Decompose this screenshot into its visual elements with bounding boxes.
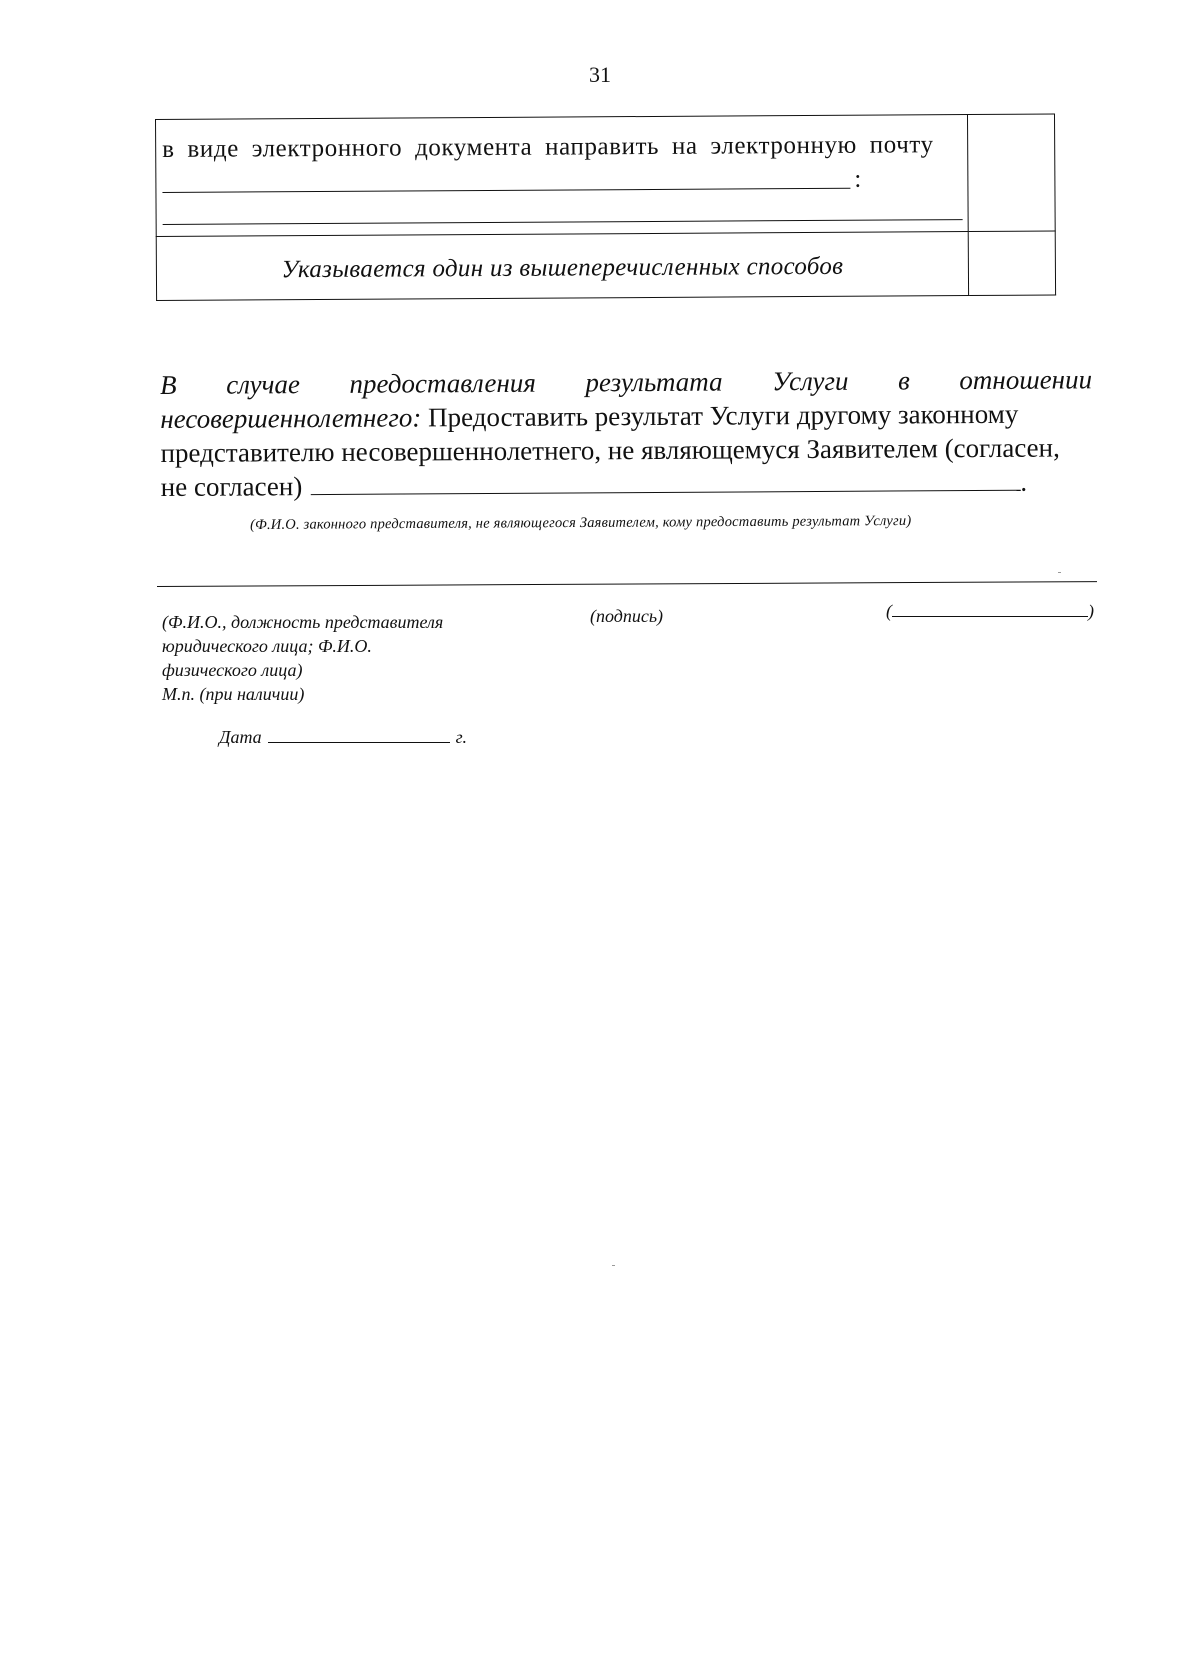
paragraph-line-4: [161, 464, 1093, 504]
email-option-text: в виде электронного документа направить на электронную почту: [162, 131, 934, 163]
signature-decoding-field[interactable]: [892, 598, 1088, 617]
email-option-cell: [156, 115, 969, 237]
page-number: 31: [589, 62, 611, 87]
intro-word: отношении: [959, 364, 1093, 396]
signature-decoding: [886, 598, 1094, 622]
intro-end: несовершеннолетнего:: [160, 402, 422, 434]
signatory-line: (Ф.И.О., должность представителя: [162, 612, 444, 632]
intro-word: в: [897, 365, 910, 396]
intro-word: предоставления: [349, 367, 536, 399]
line4-end: .: [1020, 466, 1028, 497]
date-field[interactable]: [268, 724, 450, 743]
table-row: [156, 114, 1056, 236]
signatory-description: [162, 610, 502, 706]
date-suffix: г.: [455, 727, 467, 747]
table-row: [156, 231, 1055, 300]
consent-label: не согласен): [160, 471, 303, 502]
intro-word: В: [160, 369, 177, 400]
paren-close: ): [1088, 601, 1094, 621]
signatory-line: физического лица): [162, 660, 303, 680]
minor-result-paragraph: [160, 362, 1093, 504]
signature-label: (подпись): [590, 606, 664, 626]
scan-speck: [612, 1265, 615, 1266]
representative-name-field[interactable]: [310, 468, 1020, 495]
signature-rule[interactable]: [157, 581, 1097, 587]
paragraph-line-3: представителю несовершеннолетнего, не являющемуся Заявителем (согласен,: [160, 432, 1060, 468]
scan-speck: [1058, 572, 1061, 573]
intro-word: Услуги: [772, 365, 849, 397]
date-row: [219, 724, 467, 748]
email-option-checkbox-cell[interactable]: [967, 114, 1055, 232]
method-note-cell: Указывается один из вышеперечисленных способов: [156, 232, 968, 301]
method-note-empty-cell: [968, 231, 1055, 296]
line2-text: Предоставить результат Услуги другому законному: [421, 398, 1019, 433]
signatory-line: М.п. (при наличии): [162, 684, 305, 704]
intro-word: результата: [585, 366, 723, 398]
email-blank-line-2[interactable]: [163, 219, 963, 225]
date-label: Дата: [219, 727, 262, 747]
email-colon: :: [854, 165, 862, 193]
signatory-line: юридического лица; Ф.И.О.: [162, 636, 372, 656]
intro-word: случае: [226, 369, 301, 400]
email-blank-line-1[interactable]: [162, 188, 850, 193]
paragraph-line-1: [160, 362, 1092, 402]
paragraph-line-2: [160, 396, 1092, 436]
representative-caption: (Ф.И.О. законного представителя, не являющегося Заявителем, кому предоставить результат Услуги): [250, 512, 912, 533]
paren-open: (: [886, 601, 892, 621]
delivery-method-table: [155, 114, 1056, 301]
